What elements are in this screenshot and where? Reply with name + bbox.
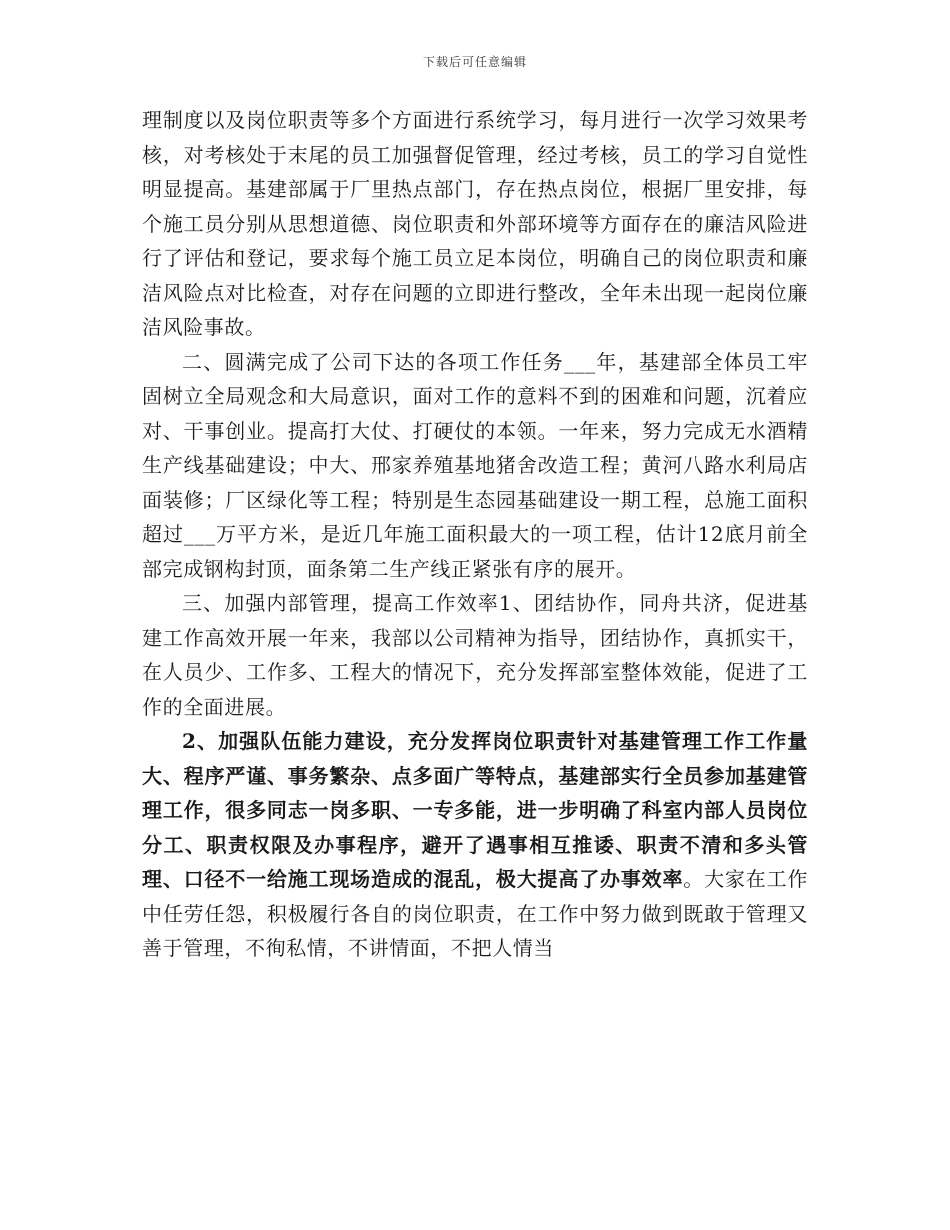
document-body <box>142 103 808 966</box>
paragraph-4-regular-text: 。大家在工作中任劳任怨，积极履行各自的岗位职责，在工作中努力做到既敢于管理又善于管理，不徇私情，不讲情面，不把人情当 <box>142 867 808 960</box>
paragraph-2: 二、圆满完成了公司下达的各项工作任务___年，基建部全体员工牢固树立全局观念和大局意识，面对工作的意料不到的困难和问题，沉着应对、干事创业。提高打大仗、打硬仗的本领。一年来，努力完成无水酒精生产线基础建设；中大、邢家养殖基地猪舍改造工程；黄河八路水利局店面装修；厂区绿化等工程；特别是生态园基础建设一期工程，总施工面积超过___万平方米，是近几年施工面积最大的一项工程，估计12底月前全部完成钢构封顶，面条第二生产线正紧张有序的展开。 <box>142 349 808 581</box>
paragraph-4-bold-text: 2、加强队伍能力建设，充分发挥岗位职责针对基建管理工作工作量大、程序严谨、事务繁杂、点多面广等特点，基建部实行全员参加基建管理工作，很多同志一岗多职、一专多能，进一步明确了科室内部人员岗位分工、职责权限及办事程序，避开了遇事相互推诿、职责不清和多头管理、口径不一给施工现场造成的混乱，极大提高了办事效率 <box>142 729 808 891</box>
page-header: 下载后可任意编辑 <box>422 55 527 69</box>
paragraph-3: 三、加强内部管理，提高工作效率1、团结协作，同舟共济，促进基建工作高效开展一年来，我部以公司精神为指导，团结协作，真抓实干，在人员少、工作多、工程大的情况下，充分发挥部室整体效能，促进了工作的全面进展。 <box>142 591 808 719</box>
paragraph-1: 理制度以及岗位职责等多个方面进行系统学习，每月进行一次学习效果考核，对考核处于末尾的员工加强督促管理，经过考核，员工的学习自觉性明显提高。基建部属于厂里热点部门，存在热点岗位，根据厂里安排，每个施工员分别从思想道德、岗位职责和外部环境等方面存在的廉洁风险进行了评估和登记，要求每个施工员立足本岗位，明确自己的岗位职责和廉洁风险点对比检查，对存在问题的立即进行整改，全年未出现一起岗位廉洁风险事故。 <box>142 108 808 339</box>
paragraph-4 <box>142 724 808 966</box>
